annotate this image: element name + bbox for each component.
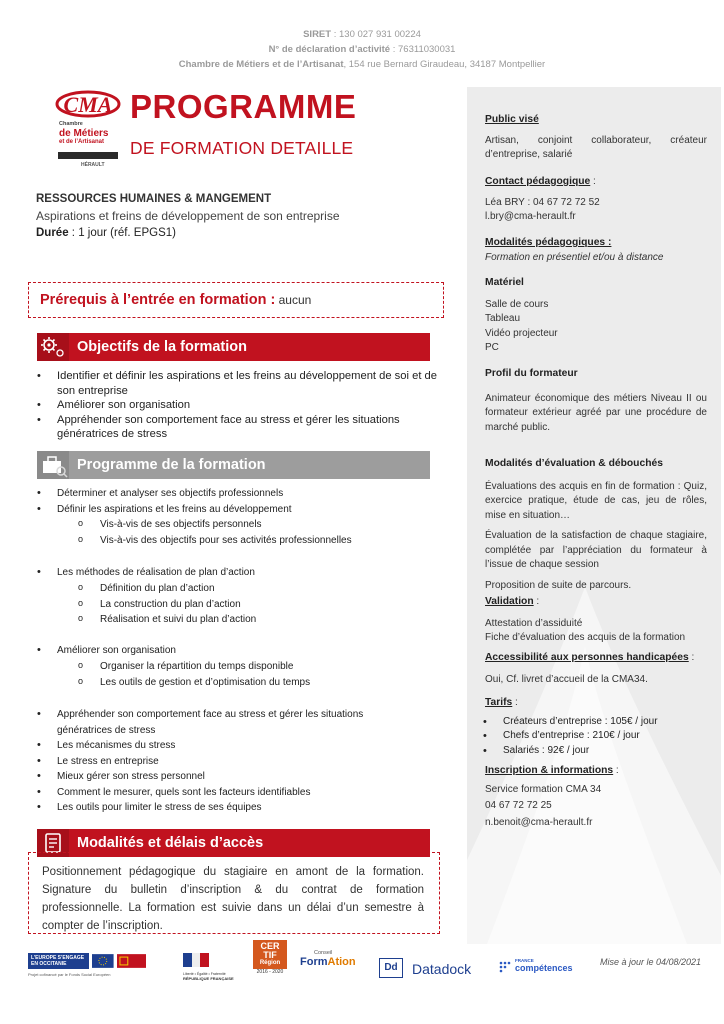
- certif-region-logo: CER TIF Région 2016 - 2020: [253, 940, 287, 982]
- info-panel: [467, 87, 721, 944]
- objectives-list: [57, 369, 442, 442]
- program-block-1: [57, 486, 447, 517]
- list-item: • Définir les aspirations et les freins au développement: [57, 502, 447, 518]
- accessibility-text: Oui, Cf. livret d’accueil de la CMA34.: [485, 673, 648, 685]
- program-block-2: [57, 565, 447, 581]
- evaluation-text-1: Évaluations des acquis en fin de formation : Quiz, exercice pratique, étude de cas, jeu de rôles, mise en situation…: [485, 480, 707, 521]
- access-text: Positionnement pédagogique du stagiaire en amont de la formation. Signature du bulletin d’inscription & du contrat de formation professionnelle. La formation est suivie dans un délai d’un semestre à compter de l’inscription.: [42, 866, 424, 932]
- contact-email[interactable]: l.bry@cma-herault.fr: [485, 211, 576, 222]
- list-item: • Chefs d’entreprise : 210€ / jour: [503, 729, 707, 744]
- list-item: • Appréhender son comportement face au stress et gérer les situations génératrices de stress: [57, 707, 402, 738]
- evaluation-text-2: Évaluation de la satisfaction de chaque stagiaire, complétée par l’appréciation du formateur à l’issue de chaque session: [485, 530, 707, 570]
- material-item: PC: [485, 342, 499, 353]
- list-item: o Les outils de gestion et d’optimisation du temps: [100, 675, 440, 691]
- public-heading: Public visé: [485, 114, 539, 125]
- pricing-heading: Tarifs: [485, 697, 513, 708]
- public-section: [485, 113, 707, 163]
- list-item: o Organiser la répartition du temps disponible: [100, 659, 440, 675]
- modalities-text: Formation en présentiel et/ou à distance: [485, 251, 664, 263]
- validation-section: Validation : Attestation d’assiduité Fiche d’évaluation des acquis de la formation: [485, 595, 707, 646]
- list-item: • Appréhender son comportement face au stress et gérer les situations génératrices de stress: [57, 413, 442, 442]
- program-block-3-sub: [100, 659, 440, 690]
- list-item: • Créateurs d’entreprise : 105€ / jour: [503, 715, 707, 730]
- list-item: • Mieux gérer son stress personnel: [57, 769, 402, 785]
- dots-icon: [498, 960, 512, 974]
- trainer-section: [485, 367, 707, 435]
- list-item: o Vis-à-vis des objectifs pour ses activités professionnelles: [100, 533, 440, 549]
- evaluation-text-3: Proposition de suite de parcours.: [485, 579, 632, 591]
- europe-logo: L’EUROPE S’ENGAGE EN OCCITANIE Projet cofinancé par le Fonds Social Européen: [28, 953, 146, 981]
- list-item: o Réalisation et suivi du plan d’action: [100, 612, 440, 628]
- access-title: Modalités et délais d’accès: [77, 835, 264, 851]
- program-block-1-sub: [100, 517, 440, 548]
- material-item: Tableau: [485, 313, 521, 324]
- course-subtitle: Aspirations et freins de développement de son entreprise: [36, 209, 340, 223]
- validation-text-1: Attestation d’assiduité: [485, 617, 583, 629]
- registration-section: Inscription & informations : Service formation CMA 34 04 67 72 72 25 n.benoit@cma-herault.fr: [485, 764, 707, 830]
- validation-heading: Validation: [485, 596, 534, 607]
- public-text: Artisan, conjoint collaborateur, créateur d’entreprise, salarié: [485, 134, 707, 160]
- page-title: PROGRAMME: [130, 88, 357, 125]
- chamber-line: Chambre de Métiers et de l’Artisanat, 154 rue Bernard Giraudeau, 34187 Montpellier: [178, 59, 546, 70]
- accessibility-section: Accessibilité aux personnes handicapées : Oui, Cf. livret d’accueil de la CMA34.: [485, 651, 707, 687]
- logo-band: [58, 152, 118, 159]
- briefcase-icon: [37, 451, 69, 479]
- cma-letters: CMA: [63, 92, 113, 117]
- material-section: [485, 276, 707, 356]
- registration-phone: 04 67 72 72 25: [485, 800, 552, 811]
- cma-logo-mark: [55, 90, 121, 118]
- eu-flag-icon: [92, 954, 114, 968]
- list-item: o Vis-à-vis de ses objectifs personnels: [100, 517, 440, 533]
- program-block-3: [57, 643, 447, 659]
- modalities-heading: Modalités pédagogiques :: [485, 237, 612, 248]
- list-item: o Définition du plan d’action: [100, 581, 440, 597]
- page-subtitle: DE FORMATION DETAILLE: [130, 138, 354, 158]
- objectives-title: Objectifs de la formation: [77, 339, 247, 355]
- list-item: • Le stress en entreprise: [57, 754, 402, 770]
- trainer-heading: Profil du formateur: [485, 368, 578, 379]
- occitanie-flag-icon: [117, 954, 146, 968]
- marianne-icon: [183, 953, 209, 967]
- registration-heading: Inscription & informations: [485, 765, 614, 776]
- program-block-2-sub: [100, 581, 440, 628]
- material-item: Vidéo projecteur: [485, 327, 558, 339]
- program-bar: [37, 451, 430, 479]
- modalities-section: [485, 236, 707, 265]
- list-item: • Les mécanismes du stress: [57, 738, 402, 754]
- list-item: • Améliorer son organisation: [57, 643, 447, 659]
- validation-text-2: Fiche d’évaluation des acquis de la formation: [485, 632, 686, 643]
- list-item: • Améliorer son organisation: [57, 398, 442, 413]
- list-item: o La construction du plan d’action: [100, 597, 440, 613]
- conseil-formation-logo: Conseil FormAtion: [300, 950, 356, 968]
- contact-section: Contact pédagogique : Léa BRY : 04 67 72 72 52 l.bry@cma-herault.fr: [485, 175, 707, 225]
- objectives-bar: [37, 333, 430, 361]
- cma-logo: [53, 88, 123, 168]
- pricing-list: [485, 715, 707, 759]
- course-info: [36, 191, 446, 242]
- program-block-4: [57, 707, 402, 816]
- gears-icon: [37, 333, 69, 361]
- update-date: Mise à jour le 04/08/2021: [600, 957, 702, 967]
- access-box: [28, 852, 440, 934]
- declaration-line: N° de déclaration d’activité : 76311030031: [268, 44, 456, 55]
- list-item: • Les outils pour limiter le stress de ses équipes: [57, 800, 402, 816]
- datadock-logo: Datadock: [412, 961, 472, 977]
- logo-region: HÉRAULT: [81, 162, 105, 168]
- cma-logo-text: Chambre de Métiers et de l’Artisanat: [59, 121, 109, 145]
- list-item: • Les méthodes de réalisation de plan d’action: [57, 565, 447, 581]
- course-duration: Durée : 1 jour (réf. EPGS1): [36, 227, 176, 239]
- siret-line: SIRET : 130 027 931 00224: [303, 29, 421, 40]
- pricing-section: Tarifs : • Créateurs d’entreprise : 105€ / jour • Chefs d’entreprise : 210€ / jour • Salariés : 92€ / jour: [485, 696, 707, 758]
- registration-email[interactable]: n.benoit@cma-herault.fr: [485, 816, 593, 828]
- evaluation-heading: Modalités d’évaluation & débouchés: [485, 458, 663, 469]
- material-item: Salle de cours: [485, 298, 549, 310]
- accessibility-heading: Accessibilité aux personnes handicapées: [485, 652, 689, 663]
- contact-name: Léa BRY : 04 67 72 72 52: [485, 196, 600, 208]
- list-item: • Déterminer et analyser ses objectifs professionnels: [57, 486, 447, 502]
- republique-logo: Liberté • Égalité • Fraternité RÉPUBLIQUE FRANÇAISE: [183, 953, 235, 981]
- dd-logo: Dd: [379, 958, 403, 978]
- registration-service: Service formation CMA 34: [485, 783, 602, 795]
- france-competences-logo: FRANCE compétences: [498, 958, 578, 986]
- program-title: Programme de la formation: [77, 457, 266, 473]
- prerequisites-label: Prérequis à l’entrée en formation : aucun: [40, 292, 312, 308]
- material-heading: Matériel: [485, 277, 524, 288]
- prerequisites-box: [28, 282, 444, 318]
- evaluation-section: [485, 457, 707, 593]
- course-heading: RESSOURCES HUMAINES & MANGEMENT: [36, 193, 272, 205]
- contact-heading: Contact pédagogique: [485, 176, 591, 187]
- trainer-text: Animateur économique des métiers Niveau II ou formateur extérieur agréé par une procédure de marché public.: [485, 392, 707, 433]
- list-item: • Identifier et définir les aspirations et les freins au développement de soi et de son entreprise: [57, 369, 442, 398]
- list-item: • Salariés : 92€ / jour: [503, 744, 707, 759]
- list-item: • Comment le mesurer, quels sont les facteurs identifiables: [57, 785, 402, 801]
